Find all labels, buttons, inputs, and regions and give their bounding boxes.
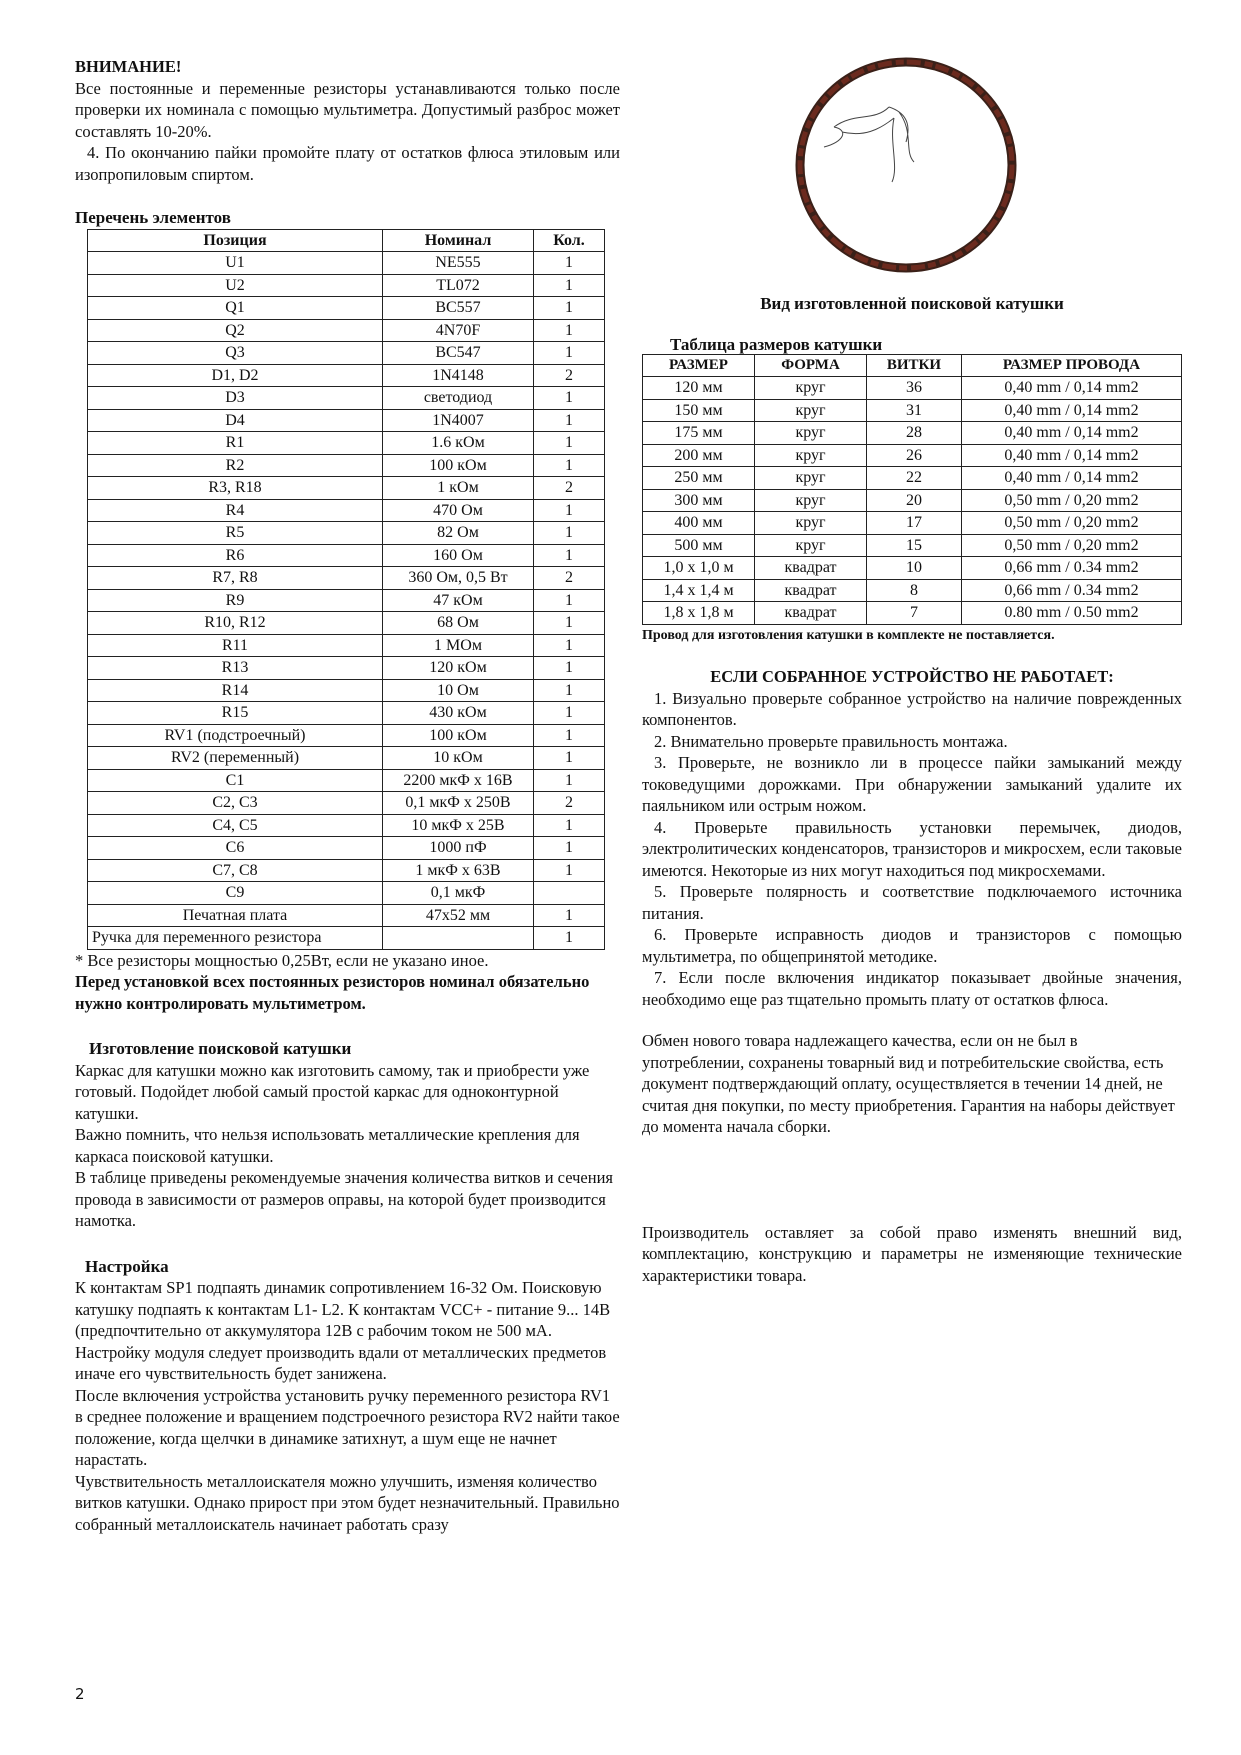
parts-table-row (88, 252, 605, 275)
parts-table-row-cell: Q3 (88, 342, 383, 365)
parts-table-row-cell: R1 (88, 432, 383, 455)
parts-table-row-cell: 1N4007 (383, 409, 534, 432)
parts-table-row-cell: 1 (534, 544, 605, 567)
parts-table-row-cell: 1 (534, 522, 605, 545)
setup-p4: Чувствительность металлоискателя можно улучшить, изменяя количество витков катушки. Однако прирост при этом будет незначительный. Правильно собранный металлоискатель начинает работать сразу (75, 1471, 620, 1534)
parts-table-row-cell: Ручка для переменного резистора (88, 927, 383, 950)
parts-table-row (88, 837, 605, 860)
parts-table-row-cell: 10 кОм (383, 747, 534, 770)
coil-table-row-cell: 0,40 mm / 0,14 mm2 (962, 422, 1182, 445)
parts-table (87, 229, 605, 950)
setup-p1: К контактам SP1 подпаять динамик сопротивлением 16-32 Ом. Поисковую катушку подпаять к контактам L1- L2. К контактам VCC+ - питание 9... 14В (предпочтительно от аккумулятора 12В с рабочим током не 500 мА. (75, 1278, 611, 1340)
coil-table-row-cell: круг (755, 399, 867, 422)
parts-table-row-cell: R3, R18 (88, 477, 383, 500)
parts-table-row-cell: C2, C3 (88, 792, 383, 815)
parts-table-row (88, 882, 605, 905)
parts-table-row-cell: 120 кОм (383, 657, 534, 680)
parts-table-row (88, 927, 605, 950)
parts-table-row (88, 567, 605, 590)
troubleshoot-item: 4. Проверьте правильность установки перемычек, диодов, электролитических конденсаторов, транзисторов и микросхем, если таковые имеются. Некоторые из них могут находиться под микросхемами. (642, 817, 1182, 880)
parts-table-row-cell: 2 (534, 792, 605, 815)
parts-table-row (88, 544, 605, 567)
attention-text: Все постоянные и переменные резисторы устанавливаются только после проверки их номинала с помощью мультиметра. Допустимый разброс может составлять 10-20%. (75, 78, 620, 141)
parts-table-body (88, 252, 605, 950)
parts-table-row-cell: R14 (88, 679, 383, 702)
parts-table-row (88, 634, 605, 657)
coil-table-row-cell: 0,66 mm / 0.34 mm2 (962, 579, 1182, 602)
coil-table-row-cell: квадрат (755, 579, 867, 602)
attention-title: ВНИМАНИЕ! (75, 57, 182, 76)
parts-table-row (88, 319, 605, 342)
troubleshoot-item: 7. Если после включения индикатор показывает двойные значения, необходимо еще раз тщательно промыть плату от остатков флюса. (642, 968, 1182, 1009)
parts-table-row (88, 792, 605, 815)
parts-table-row-cell: 100 кОм (383, 454, 534, 477)
coil-table-row-cell: 175 мм (643, 422, 755, 445)
parts-table-row-cell: U1 (88, 252, 383, 275)
coil-table-row-cell: 0,40 mm / 0,14 mm2 (962, 467, 1182, 490)
parts-table-row-cell: 1N4148 (383, 364, 534, 387)
parts-table-row-cell: 1 (534, 252, 605, 275)
troubleshoot-item: 5. Проверьте полярность и соответствие подключаемого источника питания. (642, 882, 1182, 923)
parts-table-row (88, 814, 605, 837)
coil-table-row-cell: 0,50 mm / 0,20 mm2 (962, 534, 1182, 557)
parts-table-row-cell: 1 МОм (383, 634, 534, 657)
resistor-check-warning: Перед установкой всех постоянных резисторов номинал обязательно нужно контролировать мультиметром. (75, 972, 590, 1013)
parts-table-row-cell: 1 (534, 387, 605, 410)
parts-table-row-cell: R2 (88, 454, 383, 477)
parts-table-row-cell: 10 мкФ х 25В (383, 814, 534, 837)
coil-table-row-cell: круг (755, 534, 867, 557)
parts-table-row-cell: 1 (534, 927, 605, 950)
coil-table-row-cell: 1,4 х 1,4 м (643, 579, 755, 602)
coil-table-row-cell: круг (755, 422, 867, 445)
parts-table-row (88, 657, 605, 680)
exchange-policy: Обмен нового товара надлежащего качества, если он не был в употреблении, сохранены товарный вид и потребительские свойства, есть документ подтверждающий оплату, осуществляется в течении 14 дней, не считая дня покупки, по месту приобретения. Гарантия на наборы действует до момента начала сборки. (642, 1031, 1175, 1136)
setup-p2: Настройку модуля следует производить вдали от металлических предметов иначе его чувствительность будет занижена. (75, 1342, 607, 1383)
parts-table-row (88, 387, 605, 410)
parts-table-row (88, 522, 605, 545)
parts-table-row-cell: 100 кОм (383, 724, 534, 747)
coil-table-body (643, 377, 1182, 625)
parts-table-row-cell: 1 (534, 297, 605, 320)
coil-size-table (642, 354, 1182, 625)
parts-table-row-cell: C4, C5 (88, 814, 383, 837)
coil-table-row-cell: 0,50 mm / 0,20 mm2 (962, 489, 1182, 512)
parts-table-row-cell: 1000 пФ (383, 837, 534, 860)
coil-header-size: РАЗМЕР (643, 354, 755, 377)
parts-table-row-cell: 1 (534, 657, 605, 680)
parts-table-row (88, 274, 605, 297)
photo-caption: Вид изготовленной поисковой катушки (760, 294, 1064, 313)
parts-table-row-cell: 1 (534, 319, 605, 342)
parts-table-row-cell: 1 (534, 904, 605, 927)
parts-table-row (88, 724, 605, 747)
parts-table-row (88, 859, 605, 882)
coil-header-wire: РАЗМЕР ПРОВОДА (962, 354, 1182, 377)
parts-table-row (88, 409, 605, 432)
coil-making-p2: Важно помнить, что нельзя использовать металлические крепления для каркаса поисковой катушки. (75, 1125, 580, 1166)
parts-table-row-cell: C1 (88, 769, 383, 792)
parts-table-row-cell: U2 (88, 274, 383, 297)
parts-table-row-cell: 47х52 мм (383, 904, 534, 927)
right-column (642, 52, 1182, 1286)
parts-table-row (88, 589, 605, 612)
parts-table-row (88, 364, 605, 387)
parts-table-row (88, 477, 605, 500)
parts-table-row-cell: 160 Ом (383, 544, 534, 567)
parts-table-row-cell: Печатная плата (88, 904, 383, 927)
parts-table-row (88, 702, 605, 725)
coil-table-row (643, 579, 1182, 602)
troubleshoot-item: 6. Проверьте исправность диодов и транзисторов с помощью мультиметра, по общепринятой методике. (642, 925, 1182, 966)
parts-table-row (88, 904, 605, 927)
parts-table-row-cell: R5 (88, 522, 383, 545)
coil-table-row-cell: 36 (867, 377, 962, 400)
parts-table-row-cell: Q2 (88, 319, 383, 342)
parts-table-row-cell: 1 (534, 837, 605, 860)
parts-table-row-cell: 10 Ом (383, 679, 534, 702)
setup-title: Настройка (85, 1256, 169, 1276)
coil-table-row-cell: 150 мм (643, 399, 755, 422)
parts-table-row (88, 499, 605, 522)
parts-table-row (88, 454, 605, 477)
coil-table-row-cell: 0,40 mm / 0,14 mm2 (962, 444, 1182, 467)
coil-table-row (643, 444, 1182, 467)
troubleshoot-title: ЕСЛИ СОБРАННОЕ УСТРОЙСТВО НЕ РАБОТАЕТ: (710, 667, 1114, 686)
parts-table-row-cell: 1 кОм (383, 477, 534, 500)
parts-table-row-cell: 68 Ом (383, 612, 534, 635)
parts-table-row-cell: 1 (534, 274, 605, 297)
parts-table-row-cell: D4 (88, 409, 383, 432)
coil-photo (794, 52, 1024, 287)
parts-table-row-cell: D3 (88, 387, 383, 410)
parts-table-row-cell: 1 (534, 589, 605, 612)
coil-table-row-cell: 26 (867, 444, 962, 467)
parts-table-row-cell: Q1 (88, 297, 383, 320)
parts-table-row-cell: 2 (534, 364, 605, 387)
coil-header-turns: ВИТКИ (867, 354, 962, 377)
parts-table-row-cell: R9 (88, 589, 383, 612)
coil-table-row-cell: 1,8 х 1,8 м (643, 602, 755, 625)
parts-table-row-cell: BC547 (383, 342, 534, 365)
parts-table-row-cell: R10, R12 (88, 612, 383, 635)
parts-table-row-cell: 1 (534, 769, 605, 792)
page-number: 2 (75, 1685, 85, 1703)
parts-table-row-cell: 1 (534, 702, 605, 725)
coil-table-row-cell: 0,40 mm / 0,14 mm2 (962, 399, 1182, 422)
parts-table-row-cell: R11 (88, 634, 383, 657)
parts-header-value: Номинал (383, 229, 534, 252)
coil-table-row-cell: 31 (867, 399, 962, 422)
left-column (75, 56, 620, 1535)
coil-table-row-cell: 200 мм (643, 444, 755, 467)
parts-table-row-cell: C9 (88, 882, 383, 905)
coil-table-row-cell: квадрат (755, 602, 867, 625)
coil-table-row-cell: 7 (867, 602, 962, 625)
coil-table-row-cell: 8 (867, 579, 962, 602)
coil-table-row-cell: круг (755, 489, 867, 512)
coil-table-row-cell: 120 мм (643, 377, 755, 400)
parts-table-row-cell: 1 (534, 409, 605, 432)
coil-table-row-cell: 28 (867, 422, 962, 445)
wire-not-included-note: Провод для изготовления катушки в комплекте не поставляется. (642, 627, 1055, 643)
parts-table-row-cell: BC557 (383, 297, 534, 320)
coil-table-title: Таблица размеров катушки (670, 334, 883, 354)
troubleshoot-list (642, 688, 1182, 1011)
coil-table-row-cell: круг (755, 467, 867, 490)
parts-table-row-cell: 0,1 мкФ х 250В (383, 792, 534, 815)
coil-table-row-cell: 0,50 mm / 0,20 mm2 (962, 512, 1182, 535)
parts-table-row-cell: 1.6 кОм (383, 432, 534, 455)
parts-table-row-cell: 1 (534, 859, 605, 882)
coil-table-row (643, 467, 1182, 490)
coil-table-row-cell: круг (755, 512, 867, 535)
coil-table-row-cell: 15 (867, 534, 962, 557)
coil-table-row (643, 557, 1182, 580)
parts-table-row-cell: R7, R8 (88, 567, 383, 590)
parts-table-row-cell: RV1 (подстроечный) (88, 724, 383, 747)
coil-table-row (643, 512, 1182, 535)
parts-table-row-cell: 1 (534, 747, 605, 770)
parts-table-row-cell: 82 Ом (383, 522, 534, 545)
coil-table-row-cell: 300 мм (643, 489, 755, 512)
parts-header-qty: Кол. (534, 229, 605, 252)
coil-table-row (643, 399, 1182, 422)
parts-table-row-cell: 2 (534, 567, 605, 590)
parts-table-row-cell: 1 (534, 432, 605, 455)
coil-table-row-cell: круг (755, 444, 867, 467)
parts-table-row-cell: 430 кОм (383, 702, 534, 725)
coil-table-row-cell: 10 (867, 557, 962, 580)
coil-table-row (643, 422, 1182, 445)
coil-table-header (643, 354, 1182, 377)
coil-table-row (643, 534, 1182, 557)
parts-table-row-cell: NE555 (383, 252, 534, 275)
parts-table-row (88, 342, 605, 365)
parts-table-row-cell (383, 927, 534, 950)
coil-making-p1: Каркас для катушки можно как изготовить самому, так и приобрести уже готовый. Подойдет любой самый простой каркас для одноконтурной катушки. (75, 1060, 590, 1123)
parts-table-row-cell: TL072 (383, 274, 534, 297)
coil-table-row-cell: 0,40 mm / 0,14 mm2 (962, 377, 1182, 400)
parts-table-row (88, 297, 605, 320)
parts-table-row-cell: R4 (88, 499, 383, 522)
parts-table-row-cell (534, 882, 605, 905)
parts-table-row-cell: 1 (534, 679, 605, 702)
coil-table-row (643, 602, 1182, 625)
parts-table-row (88, 432, 605, 455)
parts-header-position: Позиция (88, 229, 383, 252)
parts-table-row-cell: R6 (88, 544, 383, 567)
parts-table-row-cell: C7, C8 (88, 859, 383, 882)
parts-table-row-cell: 2200 мкФ х 16В (383, 769, 534, 792)
parts-table-row-cell: 1 мкФ х 63В (383, 859, 534, 882)
troubleshoot-item: 2. Внимательно проверьте правильность монтажа. (654, 731, 1008, 751)
coil-table-row-cell: квадрат (755, 557, 867, 580)
parts-table-row-cell: 0,1 мкФ (383, 882, 534, 905)
parts-table-row-cell: C6 (88, 837, 383, 860)
parts-table-row-cell: 360 Ом, 0,5 Вт (383, 567, 534, 590)
parts-table-row (88, 747, 605, 770)
coil-table-row-cell: 22 (867, 467, 962, 490)
coil-making-title: Изготовление поисковой катушки (89, 1039, 352, 1058)
coil-table-row-cell: 0,66 mm / 0.34 mm2 (962, 557, 1182, 580)
parts-table-row-cell: 47 кОм (383, 589, 534, 612)
coil-table-row-cell: 20 (867, 489, 962, 512)
coil-table-row (643, 377, 1182, 400)
parts-table-row-cell: RV2 (переменный) (88, 747, 383, 770)
parts-table-row-cell: 1 (534, 342, 605, 365)
setup-p3: После включения устройства установить ручку переменного резистора RV1 в среднее положение и вращением подстроечного резистора RV2 найти такое положение, когда щелчки в динамике затихнут, а шум еще не начнет нарастать. (75, 1385, 620, 1469)
manufacturer-disclaimer: Производитель оставляет за собой право изменять внешний вид, комплектацию, конструкцию и параметры не изменяющие технические характеристики товара. (642, 1222, 1182, 1285)
coil-table-row-cell: 1,0 х 1,0 м (643, 557, 755, 580)
resistor-power-note: * Все резисторы мощностью 0,25Вт, если не указано иное. (75, 950, 489, 970)
step-4-text: 4. По окончанию пайки промойте плату от остатков флюса этиловым или изопропиловым спиртом. (75, 143, 620, 184)
parts-table-row (88, 679, 605, 702)
parts-table-row-cell: 1 (534, 612, 605, 635)
parts-table-row-cell: 1 (534, 814, 605, 837)
coil-header-shape: ФОРМА (755, 354, 867, 377)
parts-table-header (88, 229, 605, 252)
parts-table-row-cell: R13 (88, 657, 383, 680)
parts-table-row-cell: 2 (534, 477, 605, 500)
parts-table-row (88, 612, 605, 635)
troubleshoot-item: 1. Визуально проверьте собранное устройство на наличие поврежденных компонентов. (642, 688, 1182, 729)
coil-wire-leads (824, 107, 914, 182)
coil-table-row-cell: 500 мм (643, 534, 755, 557)
parts-table-row (88, 769, 605, 792)
coil-table-row-cell: круг (755, 377, 867, 400)
coil-table-row (643, 489, 1182, 512)
parts-table-row-cell: D1, D2 (88, 364, 383, 387)
parts-table-row-cell: светодиод (383, 387, 534, 410)
coil-table-row-cell: 17 (867, 512, 962, 535)
parts-table-row-cell: R15 (88, 702, 383, 725)
parts-table-row-cell: 1 (534, 634, 605, 657)
coil-table-row-cell: 0.80 mm / 0.50 mm2 (962, 602, 1182, 625)
parts-table-row-cell: 1 (534, 499, 605, 522)
parts-table-row-cell: 1 (534, 454, 605, 477)
coil-table-row-cell: 400 мм (643, 512, 755, 535)
troubleshoot-item: 3. Проверьте, не возникло ли в процессе пайки замыканий между токоведущими дорожками. При обнаружении замыканий удалите их паяльником или острым ножом. (642, 753, 1182, 815)
parts-table-row-cell: 4N70F (383, 319, 534, 342)
coil-making-p3: В таблице приведены рекомендуемые значения количества витков и сечения провода в зависимости от размеров оправы, на которой будет производится намотка. (75, 1168, 613, 1230)
parts-list-title: Перечень элементов (75, 208, 231, 227)
coil-table-row-cell: 250 мм (643, 467, 755, 490)
parts-table-row-cell: 470 Ом (383, 499, 534, 522)
parts-table-row-cell: 1 (534, 724, 605, 747)
